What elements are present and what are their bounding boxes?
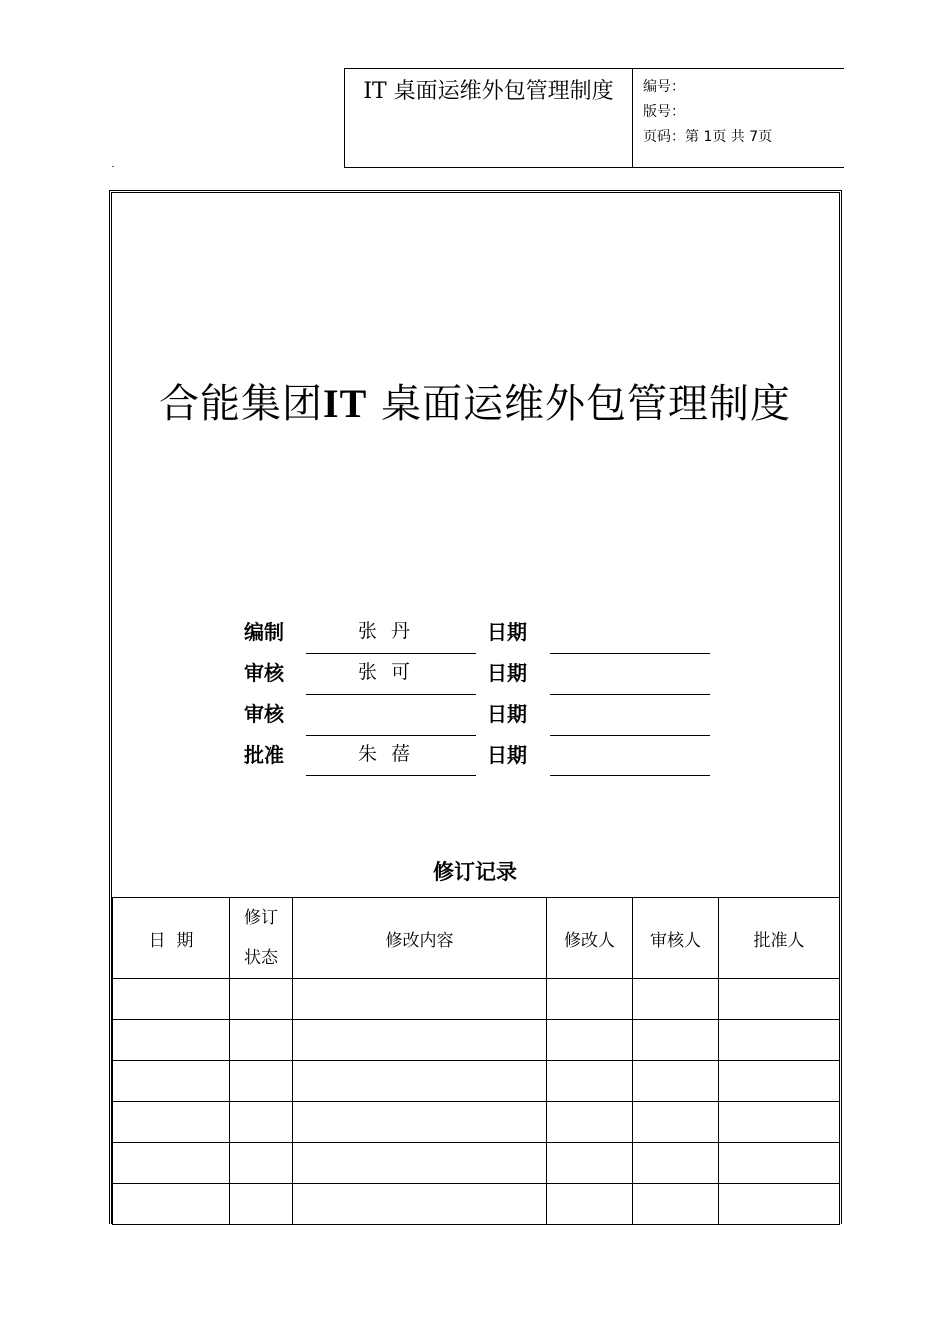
table-cell[interactable] <box>719 1143 840 1184</box>
stray-mark <box>112 166 114 167</box>
table-cell[interactable] <box>633 1061 719 1102</box>
table-cell[interactable] <box>633 1143 719 1184</box>
table-cell[interactable] <box>547 1102 633 1143</box>
table-cell[interactable] <box>230 1184 293 1225</box>
table-cell[interactable] <box>293 1061 547 1102</box>
sig-label: 编制 <box>244 620 284 644</box>
date-underline <box>550 694 710 695</box>
table-cell[interactable] <box>719 1184 840 1225</box>
header-modifier: 修改人 <box>547 898 633 979</box>
table-cell[interactable] <box>293 979 547 1020</box>
table-cell[interactable] <box>230 1061 293 1102</box>
sig-underline <box>306 653 476 654</box>
header-number: 编号： <box>643 79 685 95</box>
table-cell[interactable] <box>293 1102 547 1143</box>
sig-underline <box>306 694 476 695</box>
header-approver: 批准人 <box>719 898 840 979</box>
sig-date-label: 日期 <box>487 620 527 644</box>
title-prefix: 合能集团 <box>159 381 324 427</box>
revision-title: 修订记录 <box>433 860 517 884</box>
table-cell[interactable] <box>113 1020 230 1061</box>
title-suffix: 桌面运维外包管理制度 <box>380 381 791 427</box>
document-title <box>0 372 950 429</box>
sig-label: 批准 <box>244 743 284 767</box>
table-cell[interactable] <box>113 1184 230 1225</box>
table-header-row <box>113 898 840 979</box>
header-status-line2: 状态 <box>244 948 278 968</box>
table-row <box>113 979 840 1020</box>
sig-date-label: 日期 <box>487 702 527 726</box>
table-cell[interactable] <box>113 1143 230 1184</box>
sig-label: 审核 <box>244 702 284 726</box>
header-title: IT 桌面运维外包管理制度 <box>345 69 633 167</box>
table-row <box>113 1061 840 1102</box>
table-cell[interactable] <box>230 1020 293 1061</box>
revision-table <box>112 897 840 1225</box>
table-row <box>113 1102 840 1143</box>
table-cell[interactable] <box>633 1020 719 1061</box>
sig-date-label: 日期 <box>487 661 527 685</box>
header-status <box>230 898 293 979</box>
table-cell[interactable] <box>719 1102 840 1143</box>
header-page: 页码：第 1页 共 7页 <box>643 129 773 145</box>
table-cell[interactable] <box>113 979 230 1020</box>
header-date: 日 期 <box>113 898 230 979</box>
header-content: 修改内容 <box>293 898 547 979</box>
header-reviewer: 审核人 <box>633 898 719 979</box>
table-cell[interactable] <box>293 1184 547 1225</box>
table-cell[interactable] <box>547 1143 633 1184</box>
document-header <box>344 68 844 168</box>
date-underline <box>550 735 710 736</box>
table-cell[interactable] <box>547 979 633 1020</box>
table-cell[interactable] <box>719 979 840 1020</box>
table-cell[interactable] <box>547 1184 633 1225</box>
table-row <box>113 1143 840 1184</box>
table-cell[interactable] <box>719 1061 840 1102</box>
table-cell[interactable] <box>547 1061 633 1102</box>
date-underline <box>550 775 710 776</box>
table-cell[interactable] <box>293 1020 547 1061</box>
table-cell[interactable] <box>633 1102 719 1143</box>
sig-value: 张丹 <box>357 620 424 642</box>
table-cell[interactable] <box>633 1184 719 1225</box>
sig-date-label: 日期 <box>487 743 527 767</box>
table-row <box>113 1020 840 1061</box>
title-bold: IT <box>323 381 368 426</box>
sig-underline <box>306 735 476 736</box>
sig-value: 张可 <box>357 661 424 683</box>
header-status-line1: 修订 <box>244 908 278 928</box>
sig-underline <box>306 775 476 776</box>
sig-label: 审核 <box>244 661 284 685</box>
table-cell[interactable] <box>719 1020 840 1061</box>
table-cell[interactable] <box>633 979 719 1020</box>
header-meta <box>633 69 844 167</box>
table-cell[interactable] <box>113 1061 230 1102</box>
table-row <box>113 1184 840 1225</box>
sig-value: 朱蓓 <box>357 743 424 765</box>
header-version: 版号： <box>643 104 685 120</box>
table-cell[interactable] <box>230 1143 293 1184</box>
table-cell[interactable] <box>230 979 293 1020</box>
date-underline <box>550 653 710 654</box>
table-cell[interactable] <box>113 1102 230 1143</box>
table-cell[interactable] <box>293 1143 547 1184</box>
table-cell[interactable] <box>230 1102 293 1143</box>
table-cell[interactable] <box>547 1020 633 1061</box>
